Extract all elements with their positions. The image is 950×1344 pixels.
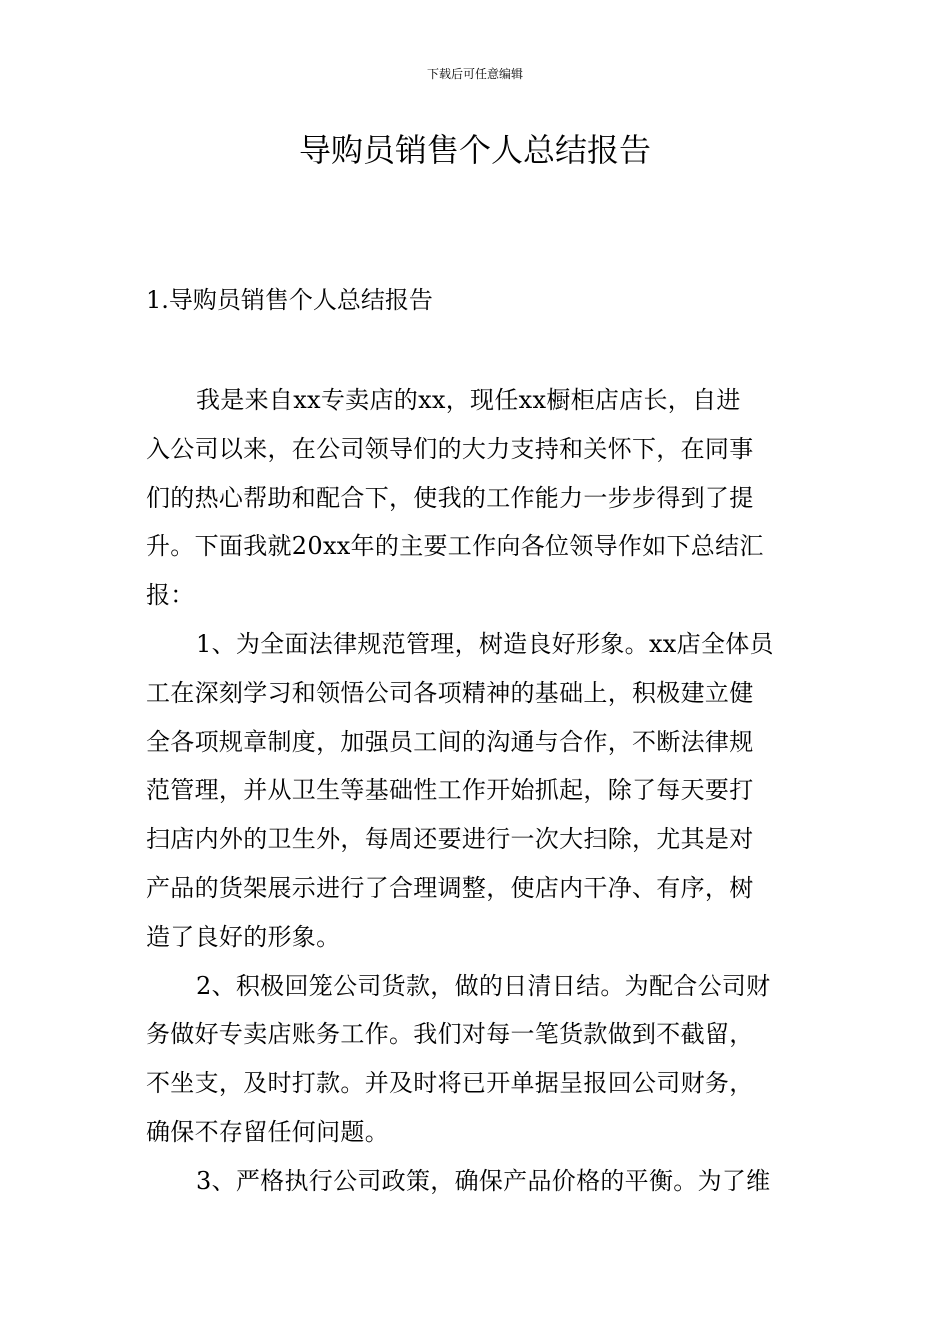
header-note: 下载后可任意编辑	[426, 67, 523, 81]
text-line: 我是来自xx专卖店的xx，现任xx橱柜店店长，自进	[196, 386, 741, 414]
text-line: 产品的货架展示进行了合理调整，使店内干净、有序，树	[146, 873, 754, 902]
text-line: 升。下面我就20xx年的主要工作向各位领导作如下总结汇	[146, 532, 764, 561]
text-line: 确保不存留任何问题。	[146, 1117, 389, 1146]
paragraph-item-2	[146, 962, 806, 1157]
text-line: 造了良好的形象。	[146, 922, 341, 951]
text-line: 范管理，并从卫生等基础性工作开始抓起，除了每天要打	[146, 776, 754, 805]
text-line: 工在深刻学习和领悟公司各项精神的基础上，积极建立健	[146, 678, 754, 707]
section-heading: 1.导购员销售个人总结报告	[146, 286, 433, 314]
paragraph-intro	[146, 376, 806, 620]
text-line: 们的热心帮助和配合下，使我的工作能力一步步得到了提	[146, 483, 754, 512]
paragraph-item-3	[146, 1157, 806, 1206]
text-line: 3、严格执行公司政策，确保产品价格的平衡。为了维	[196, 1166, 771, 1195]
text-line: 不坐支，及时打款。并及时将已开单据呈报回公司财务，	[146, 1069, 754, 1098]
document-title: 导购员销售个人总结报告	[298, 131, 651, 169]
paragraph-item-1	[146, 620, 806, 962]
text-line: 1、为全面法律规范管理，树造良好形象。xx店全体员	[196, 629, 774, 658]
text-line: 扫店内外的卫生外，每周还要进行一次大扫除，尤其是对	[146, 825, 754, 854]
text-line: 报：	[146, 581, 195, 610]
text-line: 全各项规章制度，加强员工间的沟通与合作，不断法律规	[146, 727, 754, 756]
text-line: 入公司以来，在公司领导们的大力支持和关怀下，在同事	[146, 434, 754, 463]
text-line: 2、积极回笼公司货款，做的日清日结。为配合公司财	[196, 971, 771, 1000]
text-line: 务做好专卖店账务工作。我们对每一笔货款做到不截留，	[146, 1020, 754, 1049]
document-body	[146, 376, 806, 1206]
